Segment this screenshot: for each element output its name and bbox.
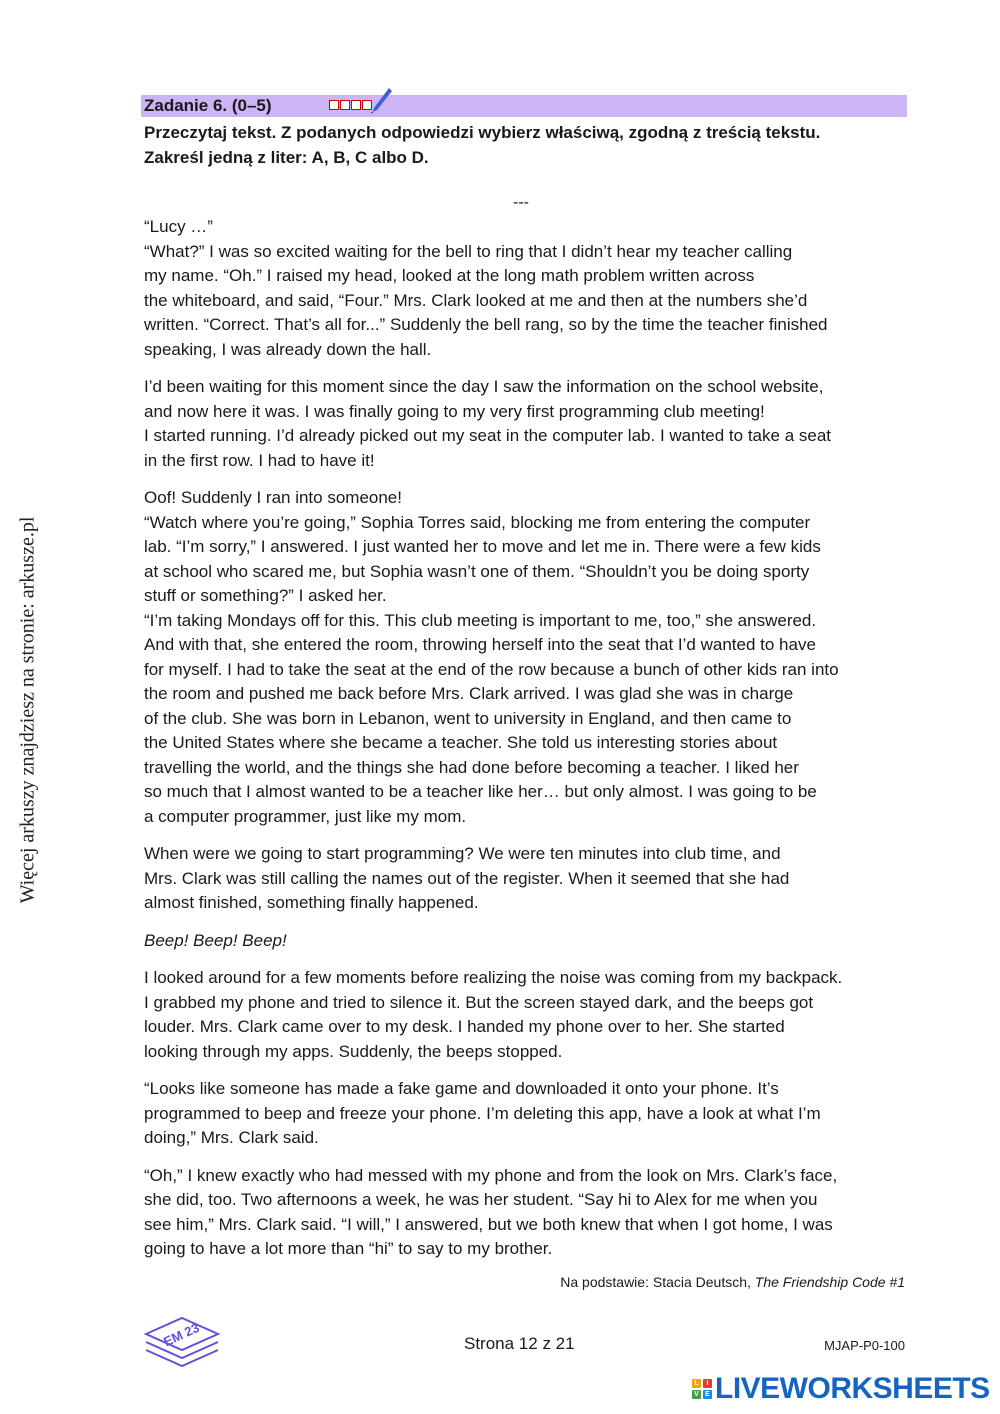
- source-prefix: Na podstawie: Stacia Deutsch,: [560, 1274, 751, 1290]
- text-line: the room and pushed me back before Mrs. Clark arrived. I was glad she was in charge: [144, 684, 794, 703]
- logo-text: EM 23: [161, 1319, 202, 1350]
- instruction-line: Zakreśl jedną z liter: A, B, C albo D.: [144, 148, 429, 167]
- text-line: “I’m taking Mondays off for this. This club meeting is important to me, too,” she answered.: [144, 610, 817, 630]
- text-line: so much that I almost wanted to be a teacher like her… but only almost. I was going to be: [144, 782, 817, 801]
- text-line: written. “Correct. That’s all for...” Suddenly the bell rang, so by the time the teacher finished: [144, 315, 828, 334]
- paragraph: [144, 215, 914, 362]
- text-line: “What?” I was so excited waiting for the bell to ring that I didn’t hear my teacher calling: [144, 241, 793, 261]
- instruction-line: Przeczytaj tekst. Z podanych odpowiedzi wybierz właściwą, zgodną z treścią tekstu.: [144, 123, 821, 142]
- text-line: looking through my apps. Suddenly, the beeps stopped.: [144, 1041, 563, 1061]
- sidebar-note: Więcej arkuszy znajdziesz na stronie: arkusze.pl: [16, 516, 39, 904]
- separator: ---: [513, 194, 529, 211]
- text-line: Beep! Beep! Beep!: [144, 930, 287, 950]
- text-line: at school who scared me, but Sophia wasn’t one of them. “Shouldn’t you be doing sporty: [144, 561, 810, 581]
- text-line: she did, too. Two afternoons a week, he was her student. “Say hi to Alex for me when you: [144, 1190, 818, 1209]
- lw-square: L: [692, 1379, 701, 1388]
- text-line: When were we going to start programming? We were ten minutes into club time, and: [144, 844, 781, 863]
- text-line: doing,” Mrs. Clark said.: [144, 1128, 319, 1147]
- text-line: going to have a lot more than “hi” to say to my brother.: [144, 1239, 553, 1258]
- story-text: [144, 215, 914, 1275]
- paragraph: [144, 929, 914, 954]
- text-line: And with that, she entered the room, throwing herself into the seat that I’d wanted to have: [144, 635, 816, 654]
- score-boxes: [329, 100, 372, 110]
- text-line: I looked around for a few moments before realizing the noise was coming from my backpack.: [144, 968, 843, 987]
- score-box: [351, 100, 361, 110]
- lw-square: I: [703, 1379, 712, 1388]
- exam-code: MJAP-P0-100: [824, 1338, 905, 1353]
- text-line: I’d been waiting for this moment since the day I saw the information on the school website,: [144, 377, 824, 396]
- text-line: the whiteboard, and said, “Four.” Mrs. Clark looked at me and then at the numbers she’d: [144, 290, 808, 310]
- text-line: for myself. I had to take the seat at the end of the row because a bunch of other kids ran into: [144, 659, 839, 679]
- lw-square: V: [692, 1390, 701, 1399]
- text-line: the United States where she became a teacher. She told us interesting stories about: [144, 733, 778, 752]
- text-line: “Looks like someone has made a fake game and downloaded it onto your phone. It’s: [144, 1079, 779, 1098]
- source-citation: [560, 1274, 905, 1290]
- task-instruction: [144, 120, 914, 170]
- score-box: [329, 100, 339, 110]
- text-line: see him,” Mrs. Clark said. “I will,” I answered, but we both knew that when I got home, I was: [144, 1214, 833, 1234]
- liveworksheets-logo[interactable]: [692, 1372, 990, 1406]
- paragraph: [144, 486, 914, 829]
- text-line: a computer programmer, just like my mom.: [144, 806, 467, 826]
- pen-icon: [369, 86, 393, 114]
- text-line: and now here it was. I was finally going to my very first programming club meeting!: [144, 401, 765, 421]
- paragraph: [144, 1164, 914, 1262]
- text-line: lab. “I’m sorry,” I answered. I just wanted her to move and let me in. There were a few kids: [144, 537, 821, 556]
- text-line: “Watch where you’re going,” Sophia Torres said, blocking me from entering the computer: [144, 512, 811, 532]
- text-line: stuff or something?” I asked her.: [144, 586, 387, 605]
- exam-logo: [140, 1310, 224, 1368]
- paragraph: [144, 375, 914, 473]
- text-line: my name. “Oh.” I raised my head, looked at the long math problem written across: [144, 266, 755, 285]
- text-line: in the first row. I had to have it!: [144, 450, 375, 470]
- page-number: Strona 12 z 21: [464, 1334, 575, 1353]
- text-line: I started running. I’d already picked out my seat in the computer lab. I wanted to take a seat: [144, 426, 831, 445]
- text-line: I grabbed my phone and tried to silence it. But the screen stayed dark, and the beeps got: [144, 992, 814, 1012]
- score-box: [340, 100, 350, 110]
- text-line: travelling the world, and the things she had done before becoming a teacher. I liked her: [144, 757, 799, 777]
- text-line: almost finished, something finally happened.: [144, 893, 479, 912]
- liveworksheets-text: LIVEWORKSHEETS: [715, 1372, 990, 1405]
- text-line: “Lucy …”: [144, 217, 213, 236]
- text-line: Mrs. Clark was still calling the names out of the register. When it seemed that she had: [144, 868, 790, 888]
- text-line: programmed to beep and freeze your phone. I’m deleting this app, have a look at what I’m: [144, 1103, 821, 1123]
- text-line: Oof! Suddenly I ran into someone!: [144, 488, 402, 507]
- task-title: Zadanie 6. (0–5): [144, 96, 272, 115]
- text-line: of the club. She was born in Lebanon, went to university in England, and then came to: [144, 708, 792, 728]
- source-title: The Friendship Code #1: [754, 1274, 905, 1290]
- paragraph: [144, 966, 914, 1064]
- lw-square: E: [703, 1390, 712, 1399]
- text-line: louder. Mrs. Clark came over to my desk. I handed my phone over to her. She started: [144, 1017, 785, 1036]
- text-line: speaking, I was already down the hall.: [144, 339, 432, 359]
- paragraph: [144, 1077, 914, 1151]
- text-line: “Oh,” I knew exactly who had messed with my phone and from the look on Mrs. Clark’s face,: [144, 1165, 838, 1185]
- liveworksheets-icon: [692, 1379, 712, 1399]
- paragraph: [144, 842, 914, 916]
